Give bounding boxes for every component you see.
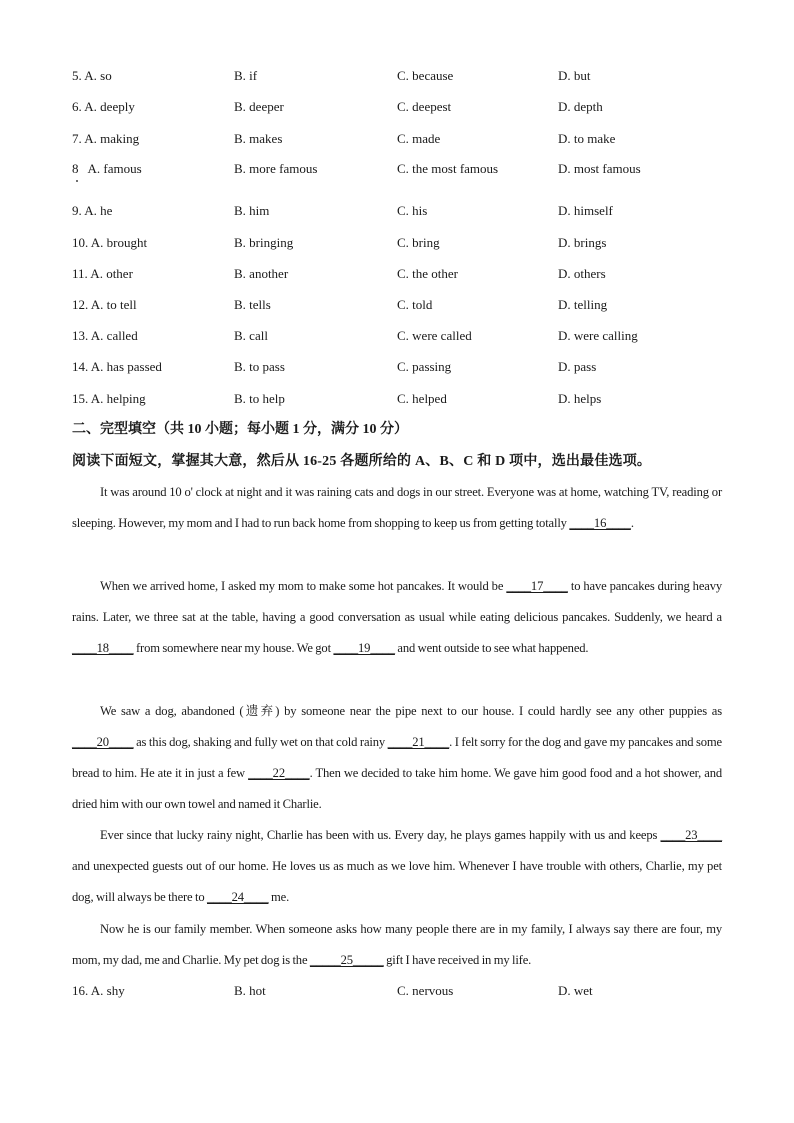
option-c: C. because <box>397 68 454 83</box>
paragraph-text: and went outside to see what happened. <box>394 641 589 656</box>
blank-23: ____23____ <box>660 828 722 842</box>
paragraph-text: . I felt sorry for the dog and gave my pancakes and some bread to him. He ate it in just a few <box>72 735 722 781</box>
option-c: C. told <box>397 297 433 312</box>
option-d: D. others <box>558 266 606 281</box>
passage-paragraph-4 <box>72 820 722 913</box>
paragraph-text: and unexpected guests out of our home. He loves us as much as we love him. Whenever I have trouble with others, Charlie, my pet dog, will always be there to <box>72 859 722 905</box>
option-c: C. deepest <box>397 99 452 114</box>
option-a: 12. A. to tell <box>72 297 137 312</box>
blank-17: ____17____ <box>506 579 568 593</box>
option-d: D. but <box>558 68 591 83</box>
option-b: B. deeper <box>234 99 284 114</box>
blank-18: ____18____ <box>72 641 134 656</box>
paragraph-text: . <box>630 516 634 531</box>
paragraph-text: We saw a dog, abandoned (遗弃) by someone near the pipe next to our house. I could hardly see any other puppies as <box>100 704 722 718</box>
paragraph-text: Ever since that lucky rainy night, Charlie has been with us. Every day, he plays games happily with us and keeps <box>100 828 661 842</box>
option-d: D. were calling <box>558 328 638 343</box>
option-b: B. call <box>234 328 268 343</box>
option-a: 11. A. other <box>72 266 133 281</box>
question-6-options <box>0 97 794 117</box>
passage-paragraph-5 <box>72 914 722 976</box>
option-a: 10. A. brought <box>72 235 148 250</box>
option-a: 9. A. he <box>72 203 113 218</box>
paragraph-text: from somewhere near my house. We got <box>133 641 334 656</box>
question-11-options <box>0 264 794 284</box>
blank-22: ____22____ <box>248 766 310 781</box>
option-c: C. made <box>397 131 441 146</box>
passage-paragraph-2 <box>72 571 722 664</box>
paragraph-text: When we arrived home, I asked my mom to make some hot pancakes. It would be <box>100 579 507 593</box>
paragraph-text: as this dog, shaking and fully wet on that cold rainy <box>133 735 388 750</box>
option-b: B. tells <box>234 297 271 312</box>
question-8-options <box>0 159 794 179</box>
option-b: B. bringing <box>234 235 294 250</box>
section-title: 二、完型填空（共 10 小题；每小题 1 分，满分 10 分） <box>72 422 408 437</box>
option-b: B. to help <box>234 391 285 406</box>
blank-20: ____20____ <box>72 735 134 750</box>
option-d: D. telling <box>558 297 608 312</box>
option-c: C. passing <box>397 359 452 374</box>
paragraph-text: to have pancakes during heavy rains. Later, we three sat at the table, having a good conversation as usual while eating delicious pancakes. Suddenly, we heard a <box>72 579 722 625</box>
paragraph-text: It was around 10 o' clock at night and it was raining cats and dogs in our street. Everyone was at home, watching TV, reading or sleeping. However, my mom and I had to run back home from shopping to keep us from getting totally <box>72 485 722 531</box>
paragraph-text: me. <box>268 890 290 905</box>
option-a: 7. A. making <box>72 131 140 146</box>
option-b: B. if <box>234 68 258 83</box>
option-d: D. depth <box>558 99 603 114</box>
blank-21: ____21____ <box>387 735 450 750</box>
option-a: 13. A. called <box>72 328 138 343</box>
option-d: D. pass <box>558 359 597 374</box>
option-b: B. more famous <box>234 161 318 176</box>
option-c: C. nervous <box>397 983 454 998</box>
option-a: 15. A. helping <box>72 391 146 406</box>
option-b: B. hot <box>234 983 266 998</box>
option-a: 8 A. famous <box>72 161 142 176</box>
option-c: C. bring <box>397 235 440 250</box>
question-5-options <box>0 66 794 86</box>
question-9-options <box>0 201 794 221</box>
option-a: 5. A. so <box>72 68 112 83</box>
paragraph-text: gift I have received in my life. <box>383 953 532 968</box>
option-d: D. wet <box>558 983 593 998</box>
option-b: B. to pass <box>234 359 285 374</box>
option-d: D. himself <box>558 203 613 218</box>
option-d: D. to make <box>558 131 616 146</box>
question-13-options <box>0 326 794 346</box>
paragraph-text: . Then we decided to take him home. We gave him good food and a hot shower, and dried him with our own towel and named it Charlie. <box>72 766 722 812</box>
option-d: D. helps <box>558 391 602 406</box>
paragraph-text: Now he is our family member. When someone asks how many people there are in my family, I always say there are four, my mom, my dad, me and Charlie. My pet dog is the <box>72 922 722 968</box>
question-10-options <box>0 233 794 253</box>
passage-paragraph-3 <box>72 696 722 820</box>
option-a: 16. A. shy <box>72 983 125 998</box>
option-d: D. most famous <box>558 161 641 176</box>
question-14-options <box>0 357 794 377</box>
question-15-options <box>0 389 794 409</box>
option-c: C. his <box>397 203 428 218</box>
blank-16: ____16____ <box>569 516 631 531</box>
stray-dot <box>76 180 78 182</box>
blank-25: _____25_____ <box>309 953 384 968</box>
option-b: B. him <box>234 203 270 218</box>
option-d: D. brings <box>558 235 607 250</box>
option-c: C. the most famous <box>397 161 499 176</box>
blank-24: ____24____ <box>207 890 269 905</box>
option-c: C. the other <box>397 266 459 281</box>
option-b: B. another <box>234 266 289 281</box>
option-b: B. makes <box>234 131 283 146</box>
question-16-options <box>0 981 794 1001</box>
question-12-options <box>0 295 794 315</box>
option-c: C. were called <box>397 328 472 343</box>
question-7-options <box>0 129 794 149</box>
passage-paragraph-1 <box>72 477 722 539</box>
option-c: C. helped <box>397 391 447 406</box>
option-a: 14. A. has passed <box>72 359 162 374</box>
option-a: 6. A. deeply <box>72 99 135 114</box>
blank-19: ____19____ <box>333 641 395 656</box>
section-instruction: 阅读下面短文，掌握其大意，然后从 16-25 各题所给的 A、B、C 和 D 项中，选出最佳选项。 <box>72 454 652 469</box>
